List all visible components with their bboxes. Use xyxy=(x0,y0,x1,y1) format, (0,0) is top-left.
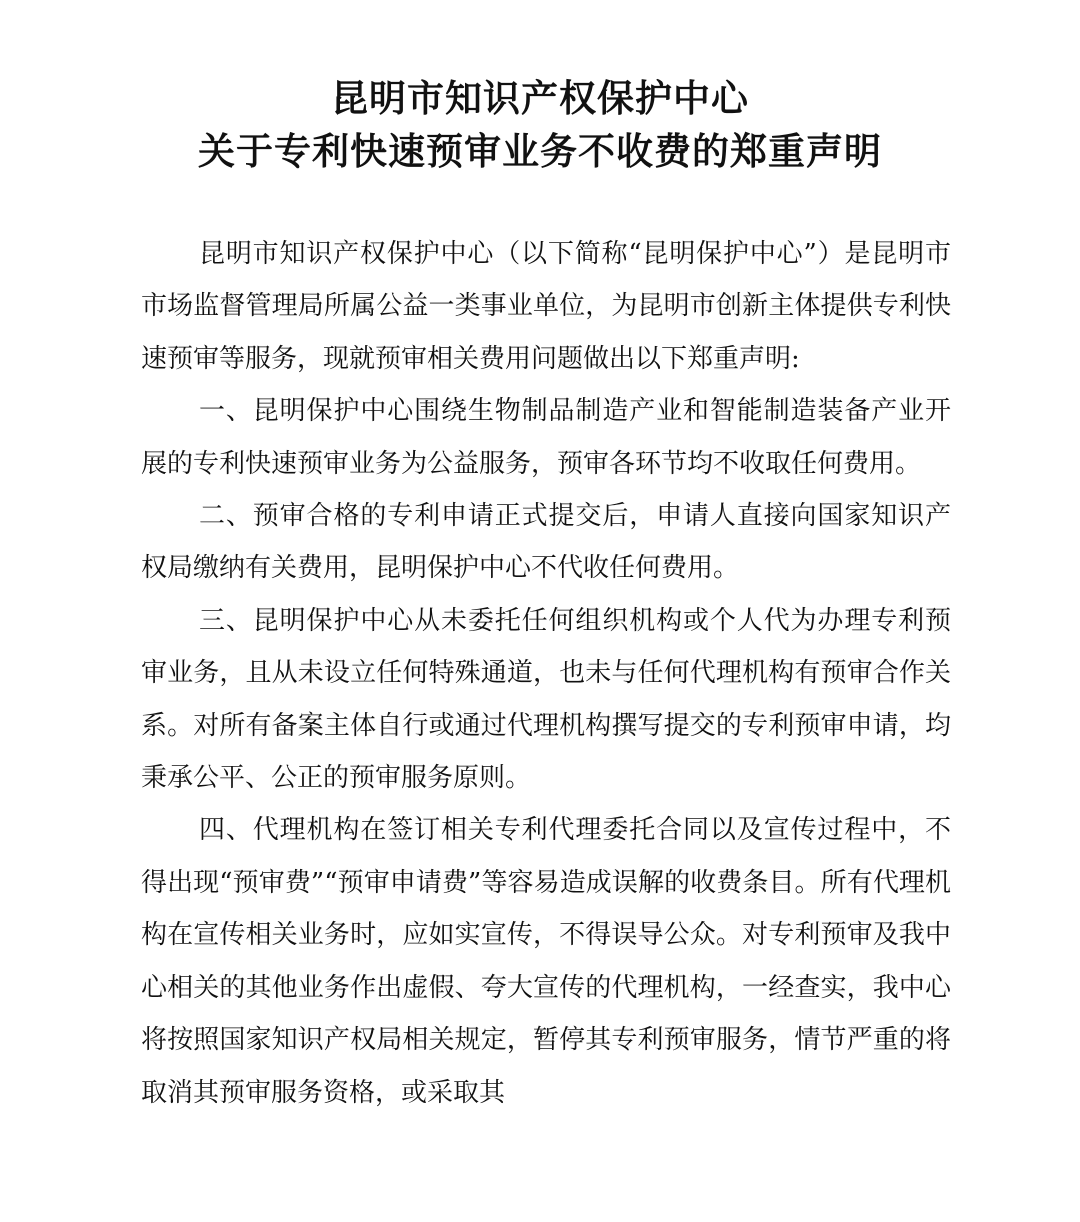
document-title-line-2: 关于专利快速预审业务不收费的郑重声明 xyxy=(198,129,882,173)
document-body xyxy=(141,228,951,1119)
paragraph-item-3: 三、昆明保护中心从未委托任何组织机构或个人代为办理专利预审业务，且从未设立任何特殊通道，也未与任何代理机构有预审合作关系。对所有备案主体自行或通过代理机构撰写提交的专利预审申请，均秉承公平、公正的预审服务原则。 xyxy=(141,605,951,794)
paragraph-item-1: 一、昆明保护中心围绕生物制品制造产业和智能制造装备产业开展的专利快速预审业务为公益服务，预审各环节均不收取任何费用。 xyxy=(141,396,951,479)
paragraph-item-4: 四、代理机构在签订相关专利代理委托合同以及宣传过程中，不得出现“预审费”“预审申请费”等容易造成误解的收费条目。所有代理机构在宣传相关业务时，应如实宣传，不得误导公众。对专利预审及我中心相关的其他业务作出虚假、夸大宣传的代理机构，一经查实，我中心将按照国家知识产权局相关规定，暂停其专利预审服务，情节严重的将取消其预审服务资格，或采取其 xyxy=(141,815,951,1108)
document-title-line-1: 昆明市知识产权保护中心 xyxy=(331,76,749,120)
paragraph-intro: 昆明市知识产权保护中心（以下简称“昆明保护中心”）是昆明市市场监督管理局所属公益一类事业单位，为昆明市创新主体提供专利快速预审等服务，现就预审相关费用问题做出以下郑重声明: xyxy=(141,239,951,374)
paragraph-item-2: 二、预审合格的专利申请正式提交后，申请人直接向国家知识产权局缴纳有关费用，昆明保护中心不代收任何费用。 xyxy=(141,501,951,584)
